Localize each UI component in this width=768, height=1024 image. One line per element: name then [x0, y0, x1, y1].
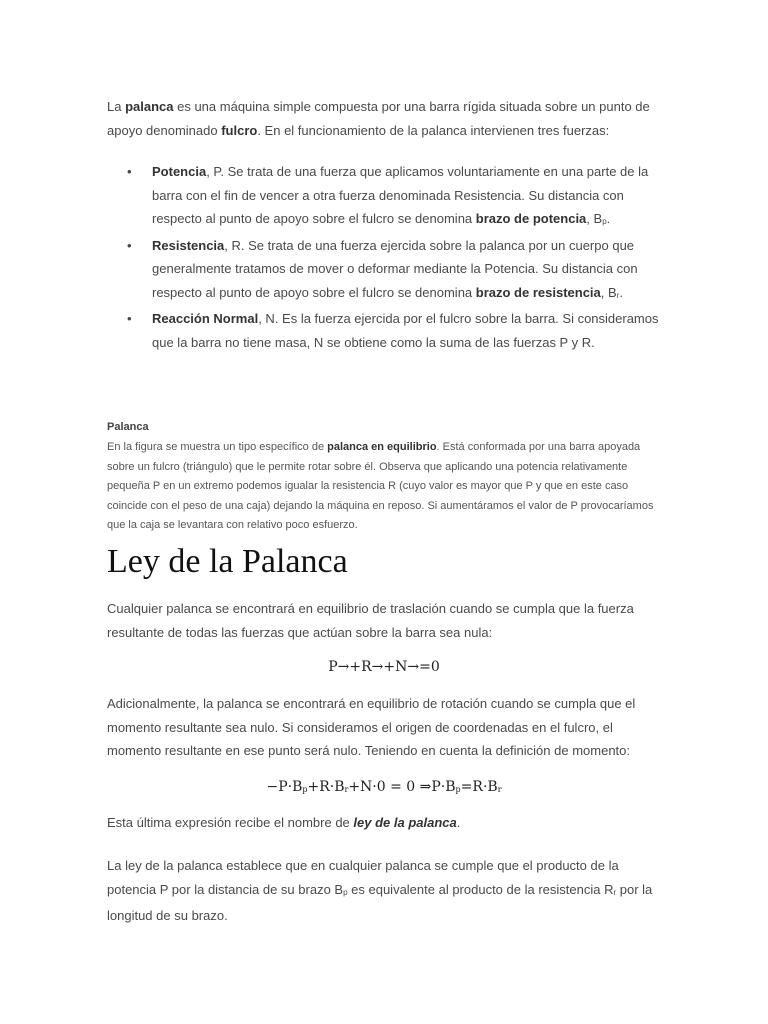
- law-text-1: Esta última expresión recibe el nombre de: [107, 815, 354, 830]
- law-statement-3: por la longitud de su brazo.: [107, 881, 653, 923]
- symbol-bp: , B: [586, 211, 603, 226]
- section-heading: Ley de la Palanca: [107, 543, 348, 580]
- law-statement-1: La ley de la palanca establece que en cualquier palanca se cumple que el producto de la potencia P por la distancia de su brazo B: [107, 858, 619, 897]
- term-brazo-resistencia: brazo de resistencia: [475, 284, 601, 300]
- caption-text-2: . Está conformada por una barra apoyada sobre un fulcro (triángulo) que le permite rotar sobre él. Observa que aplicando una potencia relativamente pequeña P en un extremo podemos igualar la resistencia R (cuyo valor es mayor que P y que en este caso coincide con el peso de una caja) dejando la máquina en reposo. Si aumentáramos el valor de P provocaríamos que la caja se levantara con relativo poco esfuerzo.: [107, 441, 654, 531]
- period: .: [606, 211, 611, 226]
- subscript-r: r: [616, 290, 620, 300]
- symbol-br: , B: [600, 284, 617, 300]
- intro-paragraph: [107, 95, 667, 142]
- text-reaccion-normal: , N. Es la fuerza ejercida por el fulcro sobre la barra. Si consideramos que la barra no tiene masa, N se obtiene como la suma de las fuerzas P y R.: [152, 311, 659, 350]
- eq-part: −P·B: [266, 779, 303, 795]
- term-potencia: Potencia: [152, 164, 207, 179]
- law-name-emphasis: ley de la palanca: [353, 815, 457, 830]
- intro-bold-fulcro: fulcro: [221, 122, 258, 138]
- eq-sub: r: [497, 785, 502, 794]
- eq-part: +R·B: [307, 779, 345, 795]
- text-resistencia: , R. Se trata de una fuerza ejercida sobre la palanca por un cuerpo que generalmente tratamos de mover o deformar mediante la Potencia. Su distancia con respecto al punto de apoyo sobre el fulcro se denomina: [152, 237, 638, 300]
- law-name-paragraph: [107, 811, 667, 835]
- subscript-p: p: [343, 887, 348, 897]
- forces-list: [107, 160, 667, 354]
- list-item-reaccion-normal: [107, 307, 667, 354]
- intro-bold-palanca: palanca: [125, 99, 174, 114]
- subscript-r: r: [613, 887, 617, 897]
- equation-force-sum: P→+R→+N→=0: [328, 659, 440, 675]
- term-resistencia: Resistencia: [152, 237, 225, 253]
- list-item-potencia: [107, 160, 667, 234]
- intro-text-2: es una máquina simple compuesta por una barra rígida situada sobre un punto de apoyo denominado: [107, 99, 650, 138]
- eq-part: =R·B: [460, 779, 498, 795]
- rotation-equilibrium-paragraph: Adicionalmente, la palanca se encontrará en equilibrio de rotación cuando se cumpla que el momento resultante sea nulo. Si consideramos el origen de coordenadas en el fulcro, el momento resultante en ese punto será nulo. Teniendo en cuenta la definición de momento:: [107, 696, 636, 758]
- law-statement-paragraph: [107, 854, 667, 928]
- eq-sub: p: [302, 785, 308, 794]
- caption-bold: palanca en equilibrio: [327, 441, 437, 453]
- law-text-2: .: [456, 815, 461, 830]
- caption-text-1: En la figura se muestra un tipo específico de: [107, 441, 328, 453]
- translation-equilibrium-paragraph: Cualquier palanca se encontrará en equilibrio de traslación cuando se cumpla que la fuerza resultante de todas las fuerzas que actúan sobre la barra sea nula:: [107, 601, 634, 640]
- eq-part: +N·0 = 0 ⇒P·B: [348, 779, 456, 795]
- period: .: [619, 284, 623, 300]
- intro-text-3: . En el funcionamiento de la palanca intervienen tres fuerzas:: [257, 122, 610, 138]
- term-reaccion-normal: Reacción Normal: [152, 311, 259, 326]
- list-item-resistencia: [107, 234, 667, 308]
- figure-caption-title: Palanca: [107, 421, 149, 433]
- eq-sub: p: [455, 785, 461, 794]
- term-brazo-potencia: brazo de potencia: [475, 211, 587, 226]
- text-potencia: , P. Se trata de una fuerza que aplicamos voluntariamente en una parte de la barra con el fin de vencer a otra fuerza denominada Resistencia. Su distancia con respecto al punto de apoyo sobre el fulcro se denomina: [152, 164, 649, 226]
- subscript-p: p: [602, 217, 607, 226]
- law-statement-2: es equivalente al producto de la resistencia R: [347, 881, 614, 897]
- intro-text-1: La: [107, 99, 126, 114]
- figure-caption: [107, 438, 667, 536]
- equation-moment: [0, 779, 768, 795]
- eq-sub: r: [344, 785, 349, 794]
